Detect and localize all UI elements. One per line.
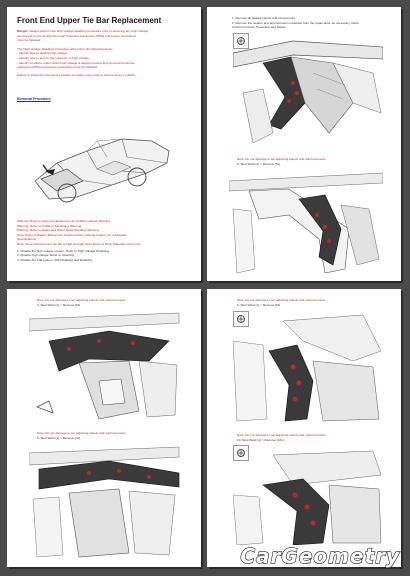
tie-bar-figure-4 [29,443,181,561]
page-3 [7,289,201,567]
warnings-block [17,219,140,262]
danger-line: - Identify condition under which high voltage is always present and personal protective [17,60,135,65]
warning-line: Warning: Refer to Collision Sectioning Warning. [17,223,83,228]
tie-bar-figure-2 [229,169,383,277]
danger-line: component or connecting Personal Protective Equipment (PPE) and proper procedures [17,33,137,38]
note-line: Note: Do not damage to car adjoining panels and reinforcements. [37,298,127,302]
warning-line: Warning: Refer to Approved Equipment for Collision Repair Warning. [17,219,111,223]
danger-line: - Identify how to test for the presence of high voltage. [17,55,90,60]
step-line: 3. Disable the SIR system. SIR Disabling and Enabling. [17,257,93,262]
danger-line: Failure to follow the procedures exactly as written may result in serious injury or death. [17,72,136,77]
danger-line: - Identify how to disable high voltage. [17,51,68,56]
danger-line: equipment (PPE) and proper procedures must be followed. [17,65,98,70]
tie-bar-figure-5 [233,311,383,423]
step-line: 5. Spot Weld (1) > Remove [3x] [37,435,81,440]
note-line: Note: Do not damage to car adjoining panels and reinforcements. [237,157,327,161]
steps-top [232,16,359,30]
warning-line: Note: Refer to Battery Disconnect Caution before starting repairs. Do not Repair [17,232,127,237]
step-line: 1. Remove all related panels and components. [232,16,296,20]
vehicle-body-figure [27,111,177,211]
danger-label: Danger: [17,29,29,33]
tie-bar-figure-6 [233,445,383,545]
step-line: 3. Spot Weld (1) > Remove [5x] [237,161,281,166]
removal-procedure-link[interactable]: Removal Procedure [17,97,51,101]
step-line: to Anti-Corrosion Treatment and Repair. [232,25,287,30]
note-block [37,298,126,307]
note-line: Note: Do not damage to car adjoining panels and reinforcements. [237,433,327,437]
note-block [237,298,326,307]
danger-line: must be followed. [17,38,42,43]
note-block [237,433,326,442]
warning-line: Note: Steel and Aluminum tie bar is high strength steel. Refer to Body Materials Info (note) [17,241,141,246]
page-4 [207,289,401,567]
tie-bar-figure-1 [233,33,383,148]
step-line: 10. Spot Weld (1) > Remove [16x] [237,437,284,442]
danger-line: The High Voltage Disabling procedure will perform the following tasks: [17,46,113,51]
logo-text: CarGeometry [240,544,400,568]
tie-bar-figure-3 [29,311,181,423]
step-line: 2. Disable high voltage. Refer to Cleaning. [17,253,75,258]
page-1 [7,7,201,281]
note-block [37,431,126,440]
note-line: Note: Do not damage to car adjoining panels and reinforcements. [37,431,127,435]
step-line: 2. Remove the sealers and anti-corrosion materials from the repair area, as necessary. Refer [232,20,360,25]
danger-line: Always perform the high voltage disabling procedure prior to servicing any high voltage [29,29,149,33]
page-title: Front End Upper Tie Bar Replacement [17,16,162,25]
cargeometry-logo [190,540,404,570]
danger-block [17,29,148,77]
note-block [237,157,326,166]
step-line: 4. Spot Weld (1) > Remove [5x] [37,302,81,307]
step-line: 6. Spot Weld (1) > Remove [5x] [237,302,281,307]
warning-line: Warning: Refer to Glass and Sheet Metal Handling Warning. [17,228,100,233]
warning-line: Specifications. [17,237,37,242]
note-line: Note: Do not damage to car adjoining panels and reinforcements. [237,298,327,302]
step-line: 1. Disable the high voltage system. Refer to High Voltage Disabling. [17,248,110,253]
page-2 [207,7,401,281]
